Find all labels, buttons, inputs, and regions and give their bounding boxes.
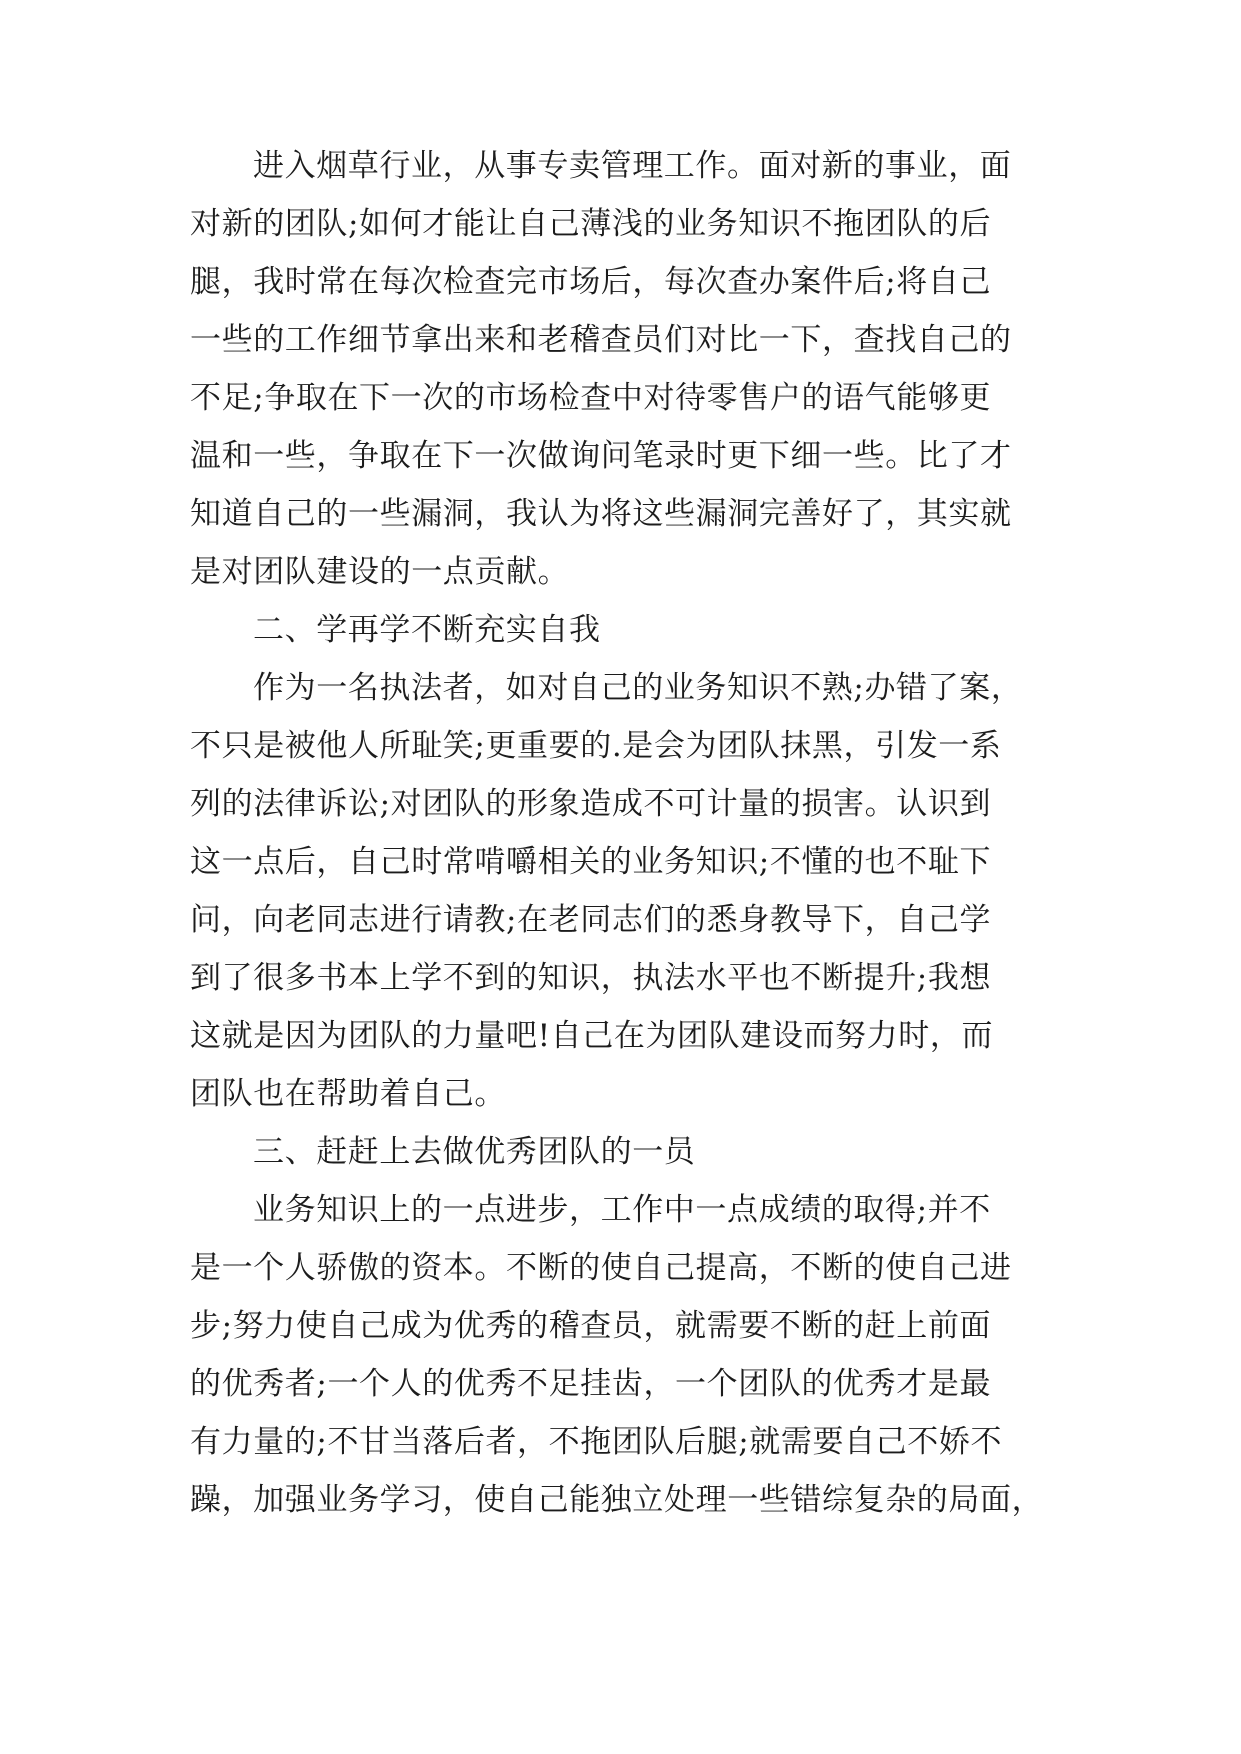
text-line: 是对团队建设的一点贡献。 <box>190 554 570 590</box>
text-line: 躁，加强业务学习，使自己能独立处理一些错综复杂的局面， <box>190 1482 1044 1518</box>
text-line: 不足;争取在下一次的市场检查中对待零售户的语气能够更 <box>190 380 992 416</box>
text-line: 腿，我时常在每次检查完市场后，每次查办案件后;将自己 <box>190 264 992 300</box>
text-line: 对新的团队;如何才能让自己薄浅的业务知识不拖团队的后 <box>190 206 992 242</box>
text-line: 问，向老同志进行请教;在老同志们的悉身教导下，自己学 <box>190 902 992 938</box>
section-heading: 三、赶赶上去做优秀团队的一员 <box>253 1134 696 1170</box>
text-line: 的优秀者;一个人的优秀不足挂齿，一个团队的优秀才是最 <box>190 1366 992 1402</box>
text-line: 知道自己的一些漏洞，我认为将这些漏洞完善好了，其实就 <box>190 496 1012 532</box>
text-line: 温和一些，争取在下一次做询问笔录时更下细一些。比了才 <box>190 438 1012 474</box>
text-line: 有力量的;不甘当落后者，不拖团队后腿;就需要自己不娇不 <box>190 1424 1003 1460</box>
text-line: 业务知识上的一点进步，工作中一点成绩的取得;并不 <box>253 1192 991 1228</box>
text-line: 不只是被他人所耻笑;更重要的.是会为团队抹黑，引发一系 <box>190 728 1002 764</box>
section-heading: 二、学再学不断充实自我 <box>253 612 601 648</box>
text-line: 是一个人骄傲的资本。不断的使自己提高，不断的使自己进 <box>190 1250 1012 1286</box>
text-line: 步;努力使自己成为优秀的稽查员，就需要不断的赶上前面 <box>190 1308 992 1344</box>
text-line: 到了很多书本上学不到的知识，执法水平也不断提升;我想 <box>190 960 992 996</box>
text-line: 进入烟草行业，从事专卖管理工作。面对新的事业，面 <box>253 148 1012 184</box>
text-line: 列的法律诉讼;对团队的形象造成不可计量的损害。认识到 <box>190 786 992 822</box>
text-line: 这一点后，自己时常啃嚼相关的业务知识;不懂的也不耻下 <box>190 844 992 880</box>
text-line: 一些的工作细节拿出来和老稽查员们对比一下，查找自己的 <box>190 322 1012 358</box>
text-line: 这就是因为团队的力量吧!自己在为团队建设而努力时，而 <box>190 1018 994 1054</box>
text-line: 作为一名执法者，如对自己的业务知识不熟;办错了案， <box>253 670 1023 706</box>
text-line: 团队也在帮助着自己。 <box>190 1076 506 1112</box>
